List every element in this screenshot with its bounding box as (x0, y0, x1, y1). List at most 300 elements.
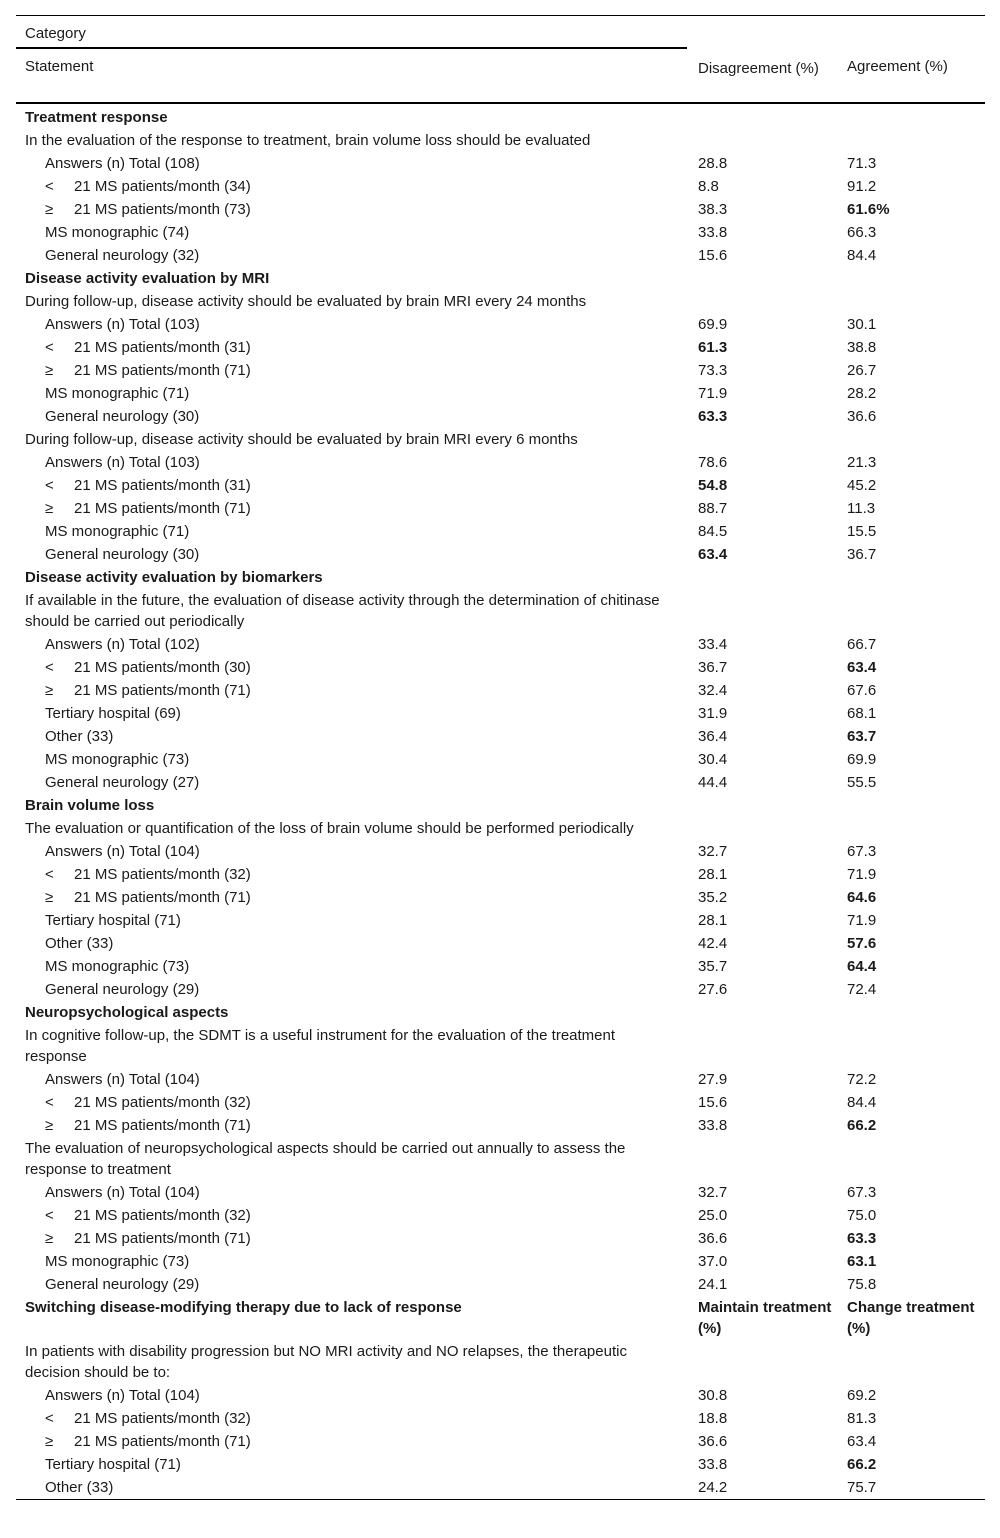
cell-agreement: 63.3 (847, 1230, 877, 1247)
row-label (16, 498, 689, 519)
table-row (16, 886, 985, 909)
comparison-symbol: ≥ (45, 362, 54, 379)
cell-disagreement: 36.6 (698, 1230, 728, 1247)
table-row (16, 244, 985, 267)
cell-agreement: 38.8 (847, 339, 877, 356)
cell-text: Treatment response (25, 109, 168, 126)
cell-disagreement: 73.3 (698, 362, 728, 379)
table-row (16, 1091, 985, 1114)
table-row (16, 1227, 985, 1250)
cell-text: 21 MS patients/month (71) (74, 1117, 251, 1134)
cell-text: 21 MS patients/month (32) (74, 1410, 251, 1427)
cell-disagreement: 63.3 (698, 408, 728, 425)
row-label (16, 222, 689, 243)
cell-text: Disease activity evaluation by biomarkers (25, 569, 323, 586)
section-row (16, 1296, 985, 1340)
comparison-symbol: ≥ (45, 682, 54, 699)
table-row (16, 1181, 985, 1204)
row-label (16, 910, 689, 931)
row-label (16, 1477, 689, 1498)
table-row (16, 1407, 985, 1430)
cell-agreement: 67.3 (847, 1184, 877, 1201)
cell-text: MS monographic (73) (45, 751, 190, 768)
cell-disagreement: 27.9 (698, 1071, 728, 1088)
cell-disagreement (689, 1025, 838, 1067)
table-row (16, 909, 985, 932)
table-header (16, 16, 985, 104)
cell-agreement: 75.8 (847, 1276, 877, 1293)
cell-text: General neurology (29) (45, 981, 200, 998)
cell-disagreement: 32.7 (698, 1184, 728, 1201)
statement-text (16, 130, 689, 151)
cell-disagreement: 33.8 (698, 1456, 728, 1473)
cell-text: General neurology (27) (45, 774, 200, 791)
cell-text: Other (33) (45, 1479, 114, 1496)
cell-text: If available in the future, the evaluation of disease activity through the determination of chitinase should be carried out periodically (25, 592, 660, 630)
statement-row (16, 817, 985, 840)
table-row (16, 497, 985, 520)
cell-text: Other (33) (45, 935, 114, 952)
cell-disagreement: 44.4 (698, 774, 728, 791)
cell-disagreement (689, 107, 838, 128)
cell-agreement: 81.3 (847, 1410, 877, 1427)
comparison-symbol: ≥ (45, 500, 54, 517)
table-row (16, 405, 985, 428)
statement-text (16, 818, 689, 839)
cell-text: Tertiary hospital (71) (45, 1456, 181, 1473)
cell-agreement: 28.2 (847, 385, 877, 402)
cell-disagreement: 84.5 (698, 523, 728, 540)
cell-text: The evaluation or quantification of the loss of brain volume should be performed periodically (25, 820, 634, 837)
cell-agreement: 15.5 (847, 523, 877, 540)
row-label (16, 1069, 689, 1090)
cell-text: Answers (n) Total (104) (45, 843, 200, 860)
cell-disagreement (689, 818, 838, 839)
cell-agreement (838, 130, 985, 151)
cell-text: 21 MS patients/month (32) (74, 866, 251, 883)
cell-disagreement (689, 795, 838, 816)
row-label (16, 726, 689, 747)
cell-agreement (838, 1138, 985, 1180)
comparison-symbol: < (45, 339, 54, 356)
row-label (16, 1228, 689, 1249)
row-label (16, 1454, 689, 1475)
table-row (16, 313, 985, 336)
statement-row (16, 129, 985, 152)
row-label (16, 841, 689, 862)
row-label (16, 383, 689, 404)
cell-disagreement: 63.4 (698, 546, 728, 563)
cell-disagreement (689, 291, 838, 312)
cell-agreement (838, 429, 985, 450)
table-row (16, 679, 985, 702)
statement-row (16, 290, 985, 313)
cell-disagreement: 32.7 (698, 843, 728, 860)
cell-agreement: 21.3 (847, 454, 877, 471)
cell-disagreement: 69.9 (698, 316, 728, 333)
statement-text (16, 1341, 689, 1383)
cell-agreement: 75.7 (847, 1479, 877, 1496)
cell-agreement: 55.5 (847, 774, 877, 791)
comparison-symbol: < (45, 477, 54, 494)
cell-disagreement: 24.2 (698, 1479, 728, 1496)
comparison-symbol: < (45, 659, 54, 676)
cell-disagreement: Maintain treatment (%) (698, 1299, 832, 1337)
statement-row (16, 589, 985, 633)
row-label (16, 1115, 689, 1136)
row-label (16, 956, 689, 977)
row-label (16, 1251, 689, 1272)
row-label (16, 475, 689, 496)
table-row (16, 748, 985, 771)
cell-text: 21 MS patients/month (34) (74, 178, 251, 195)
cell-text: Tertiary hospital (69) (45, 705, 181, 722)
cell-agreement: 63.1 (847, 1253, 877, 1270)
row-label (16, 887, 689, 908)
row-label (16, 703, 689, 724)
row-label (16, 452, 689, 473)
statement-row (16, 1340, 985, 1384)
section-row (16, 566, 985, 589)
table-row (16, 840, 985, 863)
cell-text: 21 MS patients/month (71) (74, 682, 251, 699)
cell-agreement: 30.1 (847, 316, 877, 333)
cell-disagreement: 24.1 (698, 1276, 728, 1293)
cell-text: Tertiary hospital (71) (45, 912, 181, 929)
cell-text: 21 MS patients/month (32) (74, 1094, 251, 1111)
cell-agreement: 67.3 (847, 843, 877, 860)
cell-text: General neurology (29) (45, 1276, 200, 1293)
cell-agreement: 66.2 (847, 1117, 877, 1134)
row-label (16, 1092, 689, 1113)
cell-agreement: 68.1 (847, 705, 877, 722)
cell-agreement: 11.3 (847, 500, 876, 517)
section-row (16, 1001, 985, 1024)
statement-text (16, 1138, 689, 1180)
statement-row (16, 1137, 985, 1181)
cell-text: Switching disease-modifying therapy due to lack of response (25, 1299, 462, 1316)
cell-disagreement: 32.4 (698, 682, 728, 699)
cell-disagreement: 71.9 (698, 385, 728, 402)
cell-text: 21 MS patients/month (73) (74, 201, 251, 218)
table-body (16, 106, 985, 1499)
comparison-symbol: < (45, 1410, 54, 1427)
cell-text: 21 MS patients/month (71) (74, 1433, 251, 1450)
table-row (16, 955, 985, 978)
cell-agreement (838, 291, 985, 312)
table-row (16, 152, 985, 175)
row-label (16, 634, 689, 655)
table-row (16, 1430, 985, 1453)
cell-disagreement: 33.8 (698, 224, 728, 241)
cell-disagreement (689, 268, 838, 289)
table-row (16, 978, 985, 1001)
row-label (16, 864, 689, 885)
cell-agreement: 67.6 (847, 682, 877, 699)
cell-text: Answers (n) Total (104) (45, 1184, 200, 1201)
cell-agreement: 75.0 (847, 1207, 877, 1224)
header-category: Category (25, 25, 86, 42)
row-label (16, 199, 689, 220)
cell-disagreement: 33.4 (698, 636, 728, 653)
cell-disagreement: 42.4 (698, 935, 728, 952)
cell-agreement: 84.4 (847, 1094, 877, 1111)
cell-text: Answers (n) Total (103) (45, 316, 200, 333)
cell-agreement: 57.6 (847, 935, 877, 952)
cell-disagreement: 31.9 (698, 705, 728, 722)
cell-disagreement: 78.6 (698, 454, 728, 471)
table-row (16, 932, 985, 955)
cell-disagreement (689, 130, 838, 151)
comparison-symbol: ≥ (45, 1117, 54, 1134)
cell-text: 21 MS patients/month (71) (74, 362, 251, 379)
cell-disagreement: 54.8 (698, 477, 728, 494)
table-row (16, 771, 985, 794)
cell-agreement: 91.2 (847, 178, 877, 195)
cell-text: Other (33) (45, 728, 114, 745)
row-label (16, 1205, 689, 1226)
cell-agreement: 61.6% (847, 201, 890, 218)
row-label (16, 360, 689, 381)
cell-text: Answers (n) Total (104) (45, 1071, 200, 1088)
cell-text: 21 MS patients/month (31) (74, 477, 251, 494)
cell-agreement: 69.2 (847, 1387, 877, 1404)
cell-agreement: Change treatment (%) (847, 1299, 975, 1337)
table-row (16, 1114, 985, 1137)
table-row (16, 1204, 985, 1227)
cell-agreement: 63.4 (847, 1433, 877, 1450)
cell-disagreement: 27.6 (698, 981, 728, 998)
cell-text: 21 MS patients/month (71) (74, 889, 251, 906)
table-row (16, 656, 985, 679)
cell-text: In patients with disability progression but NO MRI activity and NO relapses, the therapeutic decision should be to: (25, 1343, 627, 1381)
row-label (16, 245, 689, 266)
cell-agreement: 66.2 (847, 1456, 877, 1473)
table-row (16, 1476, 985, 1499)
cell-disagreement: 36.4 (698, 728, 728, 745)
cell-disagreement (689, 1341, 838, 1383)
cell-text: During follow-up, disease activity should be evaluated by brain MRI every 6 months (25, 431, 578, 448)
cell-agreement (838, 268, 985, 289)
cell-agreement (838, 795, 985, 816)
cell-text: MS monographic (74) (45, 224, 190, 241)
table-row (16, 702, 985, 725)
row-label (16, 979, 689, 1000)
cell-agreement: 36.6 (847, 408, 877, 425)
table-row (16, 1273, 985, 1296)
row-label (16, 176, 689, 197)
cell-text: 21 MS patients/month (30) (74, 659, 251, 676)
comparison-symbol: < (45, 1094, 54, 1111)
cell-agreement: 84.4 (847, 247, 877, 264)
cell-disagreement: 36.6 (698, 1433, 728, 1450)
statement-text (16, 429, 689, 450)
table-row (16, 175, 985, 198)
cell-agreement: 63.7 (847, 728, 877, 745)
cell-text: Disease activity evaluation by MRI (25, 270, 270, 287)
table-row (16, 543, 985, 566)
cell-text: In cognitive follow-up, the SDMT is a useful instrument for the evaluation of the treatment response (25, 1027, 616, 1065)
cell-disagreement: 28.1 (698, 866, 728, 883)
cell-disagreement (689, 1138, 838, 1180)
table-row (16, 474, 985, 497)
row-label (16, 1385, 689, 1406)
row-label (16, 1274, 689, 1295)
cell-disagreement: 15.6 (698, 1094, 728, 1111)
cell-agreement: 64.4 (847, 958, 877, 975)
row-label (16, 1431, 689, 1452)
row-label (16, 521, 689, 542)
comparison-symbol: < (45, 178, 54, 195)
section-title (16, 1002, 689, 1023)
table-row (16, 1068, 985, 1091)
cell-disagreement: 18.8 (698, 1410, 728, 1427)
row-label (16, 544, 689, 565)
cell-text: Answers (n) Total (104) (45, 1387, 200, 1404)
table-row (16, 1250, 985, 1273)
cell-disagreement: 36.7 (698, 659, 728, 676)
table-row (16, 863, 985, 886)
cell-text: MS monographic (71) (45, 523, 190, 540)
cell-agreement: 66.3 (847, 224, 877, 241)
section-title (16, 795, 689, 816)
cell-agreement: 72.4 (847, 981, 877, 998)
cell-agreement (838, 590, 985, 632)
comparison-symbol: ≥ (45, 1433, 54, 1450)
table-row (16, 359, 985, 382)
cell-disagreement: 38.3 (698, 201, 728, 218)
cell-disagreement: 8.8 (698, 178, 719, 195)
cell-disagreement: 28.1 (698, 912, 728, 929)
row-label (16, 680, 689, 701)
cell-agreement (838, 1025, 985, 1067)
table-row (16, 221, 985, 244)
cell-agreement: 36.7 (847, 546, 877, 563)
cell-agreement: 72.2 (847, 1071, 877, 1088)
row-label (16, 153, 689, 174)
cell-text: Answers (n) Total (108) (45, 155, 200, 172)
cell-text: The evaluation of neuropsychological aspects should be carried out annually to assess the response to treatment (25, 1140, 626, 1178)
cell-agreement: 45.2 (847, 477, 877, 494)
comparison-symbol: < (45, 866, 54, 883)
section-title (16, 268, 689, 289)
cell-disagreement: 25.0 (698, 1207, 728, 1224)
statement-text (16, 1025, 689, 1067)
comparison-symbol: ≥ (45, 201, 54, 218)
header-statement: Statement (25, 58, 94, 75)
cell-text: MS monographic (71) (45, 385, 190, 402)
cell-agreement: 71.3 (847, 155, 877, 172)
survey-table (16, 15, 985, 1500)
table-row (16, 198, 985, 221)
cell-agreement (838, 818, 985, 839)
cell-text: 21 MS patients/month (71) (74, 1230, 251, 1247)
cell-disagreement (689, 1002, 838, 1023)
cell-disagreement: 35.2 (698, 889, 728, 906)
cell-agreement: 66.7 (847, 636, 877, 653)
cell-text: Answers (n) Total (103) (45, 454, 200, 471)
cell-agreement (838, 107, 985, 128)
table-row (16, 451, 985, 474)
cell-agreement (838, 1341, 985, 1383)
cell-agreement: 63.4 (847, 659, 877, 676)
cell-text: Answers (n) Total (102) (45, 636, 200, 653)
table-bottom-rule (16, 1499, 985, 1500)
row-label (16, 314, 689, 335)
cell-text: MS monographic (73) (45, 958, 190, 975)
table-row (16, 1453, 985, 1476)
row-label (16, 749, 689, 770)
cell-disagreement: 30.8 (698, 1387, 728, 1404)
cell-agreement (838, 567, 985, 588)
cell-disagreement: 15.6 (698, 247, 728, 264)
section-title (16, 567, 689, 588)
cell-disagreement: 88.7 (698, 500, 728, 517)
row-label (16, 657, 689, 678)
statement-text (16, 291, 689, 312)
header-disagreement: Disagreement (%) (698, 60, 819, 77)
table-row (16, 725, 985, 748)
cell-text: 21 MS patients/month (32) (74, 1207, 251, 1224)
cell-text: General neurology (32) (45, 247, 200, 264)
cell-text: 21 MS patients/month (71) (74, 500, 251, 517)
row-label (16, 933, 689, 954)
cell-text: During follow-up, disease activity should be evaluated by brain MRI every 24 months (25, 293, 587, 310)
cell-text: 21 MS patients/month (31) (74, 339, 251, 356)
cell-disagreement: 28.8 (698, 155, 728, 172)
table-row (16, 382, 985, 405)
section-row (16, 106, 985, 129)
cell-text: In the evaluation of the response to treatment, brain volume loss should be evaluated (25, 132, 591, 149)
comparison-symbol: < (45, 1207, 54, 1224)
cell-disagreement (689, 429, 838, 450)
row-label (16, 406, 689, 427)
row-label (16, 1182, 689, 1203)
cell-disagreement (689, 567, 838, 588)
cell-agreement: 26.7 (847, 362, 877, 379)
cell-disagreement: 30.4 (698, 751, 728, 768)
cell-text: General neurology (30) (45, 546, 200, 563)
cell-text: Brain volume loss (25, 797, 155, 814)
section-title (16, 1297, 689, 1339)
cell-text: Neuropsychological aspects (25, 1004, 229, 1021)
statement-row (16, 428, 985, 451)
cell-disagreement: 61.3 (698, 339, 728, 356)
section-title (16, 107, 689, 128)
cell-text: General neurology (30) (45, 408, 200, 425)
cell-disagreement (689, 590, 838, 632)
cell-agreement: 69.9 (847, 751, 877, 768)
section-row (16, 794, 985, 817)
cell-text: MS monographic (73) (45, 1253, 190, 1270)
cell-agreement: 71.9 (847, 912, 877, 929)
row-label (16, 772, 689, 793)
cell-agreement: 71.9 (847, 866, 877, 883)
cell-disagreement: 33.8 (698, 1117, 728, 1134)
comparison-symbol: ≥ (45, 889, 54, 906)
table-row (16, 520, 985, 543)
section-row (16, 267, 985, 290)
table-row (16, 336, 985, 359)
header-agreement: Agreement (%) (847, 58, 948, 75)
statement-text (16, 590, 689, 632)
header-divider (16, 47, 687, 49)
row-label (16, 1408, 689, 1429)
comparison-symbol: ≥ (45, 1230, 54, 1247)
cell-agreement: 64.6 (847, 889, 877, 906)
row-label (16, 337, 689, 358)
table-row (16, 1384, 985, 1407)
